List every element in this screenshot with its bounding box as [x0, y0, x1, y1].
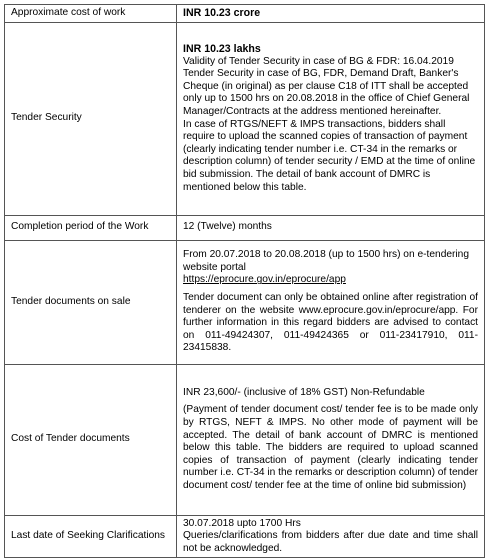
- row-label: Tender Security: [5, 22, 177, 215]
- row-label: Completion period of the Work: [5, 215, 177, 240]
- row-label: Approximate cost of work: [5, 5, 177, 23]
- tender-fee: INR 23,600/- (inclusive of 18% GST) Non-Refundable: [183, 386, 425, 398]
- tender-security-validity: Validity of Tender Security in case of BG & FDR: 16.04.2019: [183, 55, 454, 67]
- table-row: [5, 515, 485, 558]
- tender-documents-cell: [177, 240, 485, 364]
- table-row: [5, 22, 485, 215]
- tender-security-rtgs-paragraph: In case of RTGS/NEFT & IMPS transactions, bidders shall require to upload the scanned copies of transaction of payment (clearly indicating tender number i.e. CT-34 in the remarks or description column) of tender security / EMD at the time of online bid submission. The detail of bank account of DMRC is mentioned below this table.: [183, 118, 476, 193]
- row-label: Cost of Tender documents: [5, 364, 177, 515]
- table-row: [5, 240, 485, 364]
- row-label: Last date of Seeking Clarifications: [5, 515, 177, 558]
- clarification-date: 30.07.2018 upto 1700 Hrs: [183, 517, 301, 529]
- tender-documents-paragraph: Tender document can only be obtained online after registration of tenderer on the website www.eprocure.gov.in/eprocure/app. For further information in this regard bidders are advised to contact on 011-49424307, 011-49424365 or 011-23417910, 011-23415838.: [183, 292, 478, 354]
- tender-security-cell: [177, 22, 485, 215]
- tender-security-amount: INR 10.23 lakhs: [183, 43, 261, 56]
- tender-security-paragraph: Tender Security in case of BG, FDR, Demand Draft, Banker's Cheque (in original) as per clause C18 of ITT shall be accepted only up to 1500 hrs on 20.08.2018 in the office of Chief General Manager/Contracts at the address mentioned hereinafter.: [183, 68, 470, 117]
- tender-details-table: [4, 4, 485, 558]
- clarification-cell: [177, 515, 485, 558]
- sale-period: From 20.07.2018 to 20.08.2018 (up to 1500 hrs) on e-tendering website portal: [183, 249, 470, 273]
- completion-period-value: 12 (Twelve) months: [177, 215, 485, 240]
- table-row: [5, 364, 485, 515]
- tender-cost-cell: [177, 364, 485, 515]
- table-row: [5, 5, 485, 23]
- row-label: Tender documents on sale: [5, 240, 177, 364]
- clarification-note: Queries/clarifications from bidders after due date and time shall not be acknowledged.: [183, 530, 478, 554]
- approximate-cost-value: INR 10.23 crore: [177, 5, 485, 23]
- eprocure-link[interactable]: https://eprocure.gov.in/eprocure/app: [183, 274, 346, 286]
- tender-fee-paragraph: (Payment of tender document cost/ tender fee is to be made only by RTGS, NEFT & IMPS. No other mode of payment will be accepted. The detail of bank account of DMRC is mentioned below this table. The bidders are required to upload scanned copies of transaction of payment (clearly indicating tender number i.e. CT-34 in the remarks or description column) of tender document cost/ tender fee at the time of online bid submission): [183, 404, 478, 491]
- table-row: [5, 215, 485, 240]
